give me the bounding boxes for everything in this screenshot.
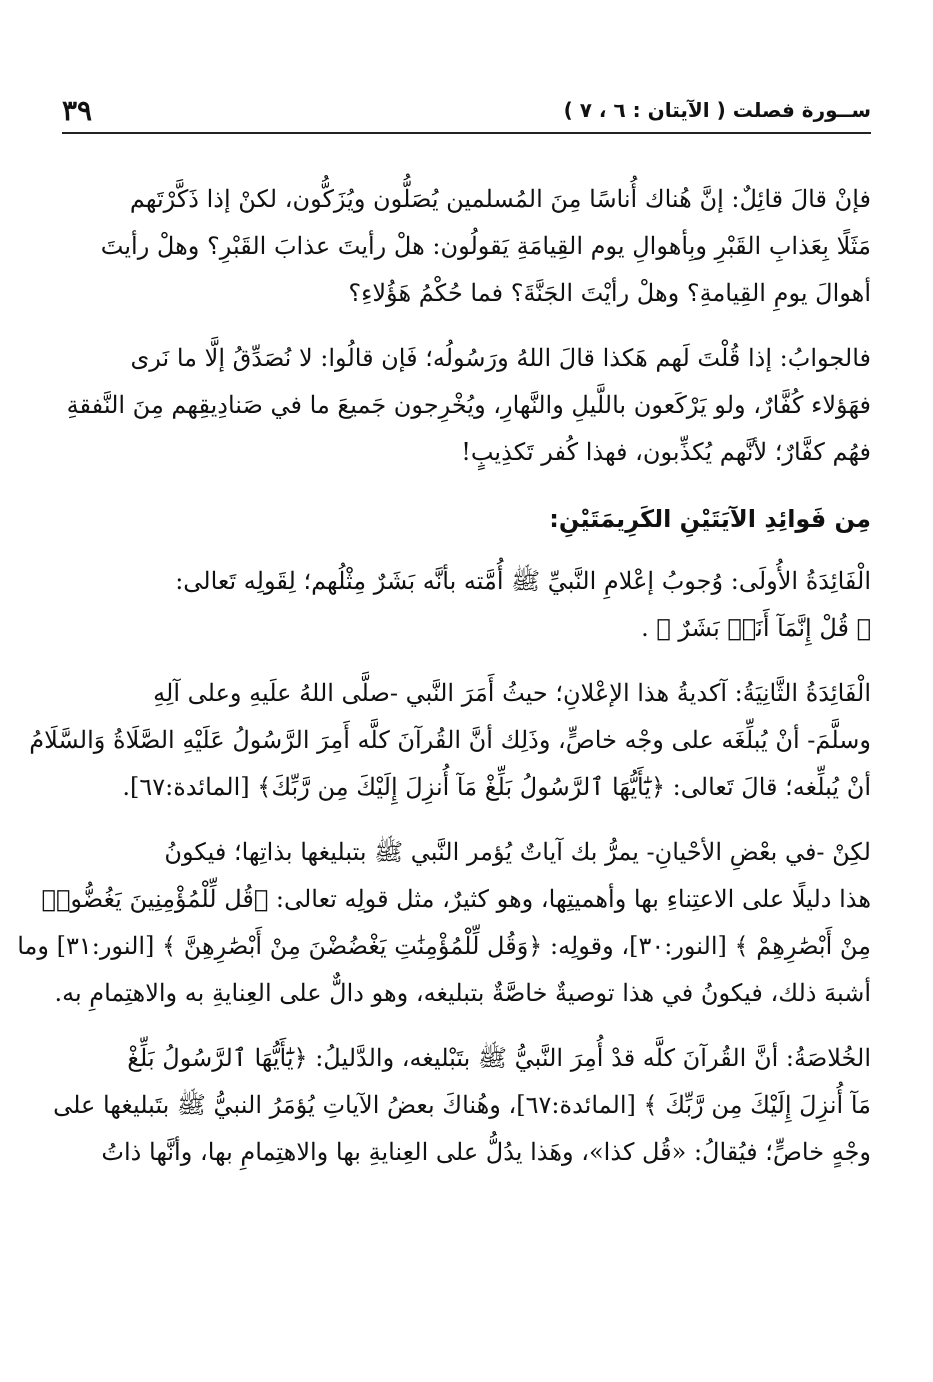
text-line: لكِنْ -في بعْضِ الأحْيانِ- يمرُّ بك آياتٌ يُؤمر النَّبي ﷺ بتبليغها بذاتِها؛ فيكونُ xyxy=(164,838,871,866)
text-line: وسلَّمَ- أنْ يُبلِّغَه على وجْه خاصٍّ، وذَلِك أنَّ القُرآنَ كلَّه أَمِرَ الرَّسُولُ عَلَيْهِ الصَّلَاةُ وَالسَّلَامُ xyxy=(29,726,871,754)
paragraph-summary xyxy=(53,1035,871,1176)
section-heading: مِن فَوائِدِ الآيَتَيْنِ الكَرِيمَتَيْنِ: xyxy=(549,505,871,533)
text-line: أشبهَ ذلك، فيكونُ في هذا توصيةٌ خاصَّةٌ بتبليغه، وهو دالٌّ على العِنايةِ به والاهتِمامِ به. xyxy=(54,979,871,1007)
text-line: ﴿ قُلْ إِنَّمَآ أَنَا۠ بَشَرٌ ﴾ . xyxy=(641,614,871,642)
text-line: فإنْ قالَ قائِلٌ: إنَّ هُناك أُناسًا مِنَ المُسلمين يُصَلُّون ويُزَكُّون، لكنْ إذا ذَكَّرْتَهم xyxy=(129,185,871,213)
text-line: أهوالَ يومِ القِيامةِ؟ وهلْ رأيْتَ الجَنَّةَ؟ فما حُكْمُ هَؤُلاءِ؟ xyxy=(348,279,871,307)
text-line: الخُلاصَةُ: أنَّ القُرآنَ كلَّه قدْ أُمِرَ النَّبيُّ ﷺ بتَبْليغه، والدَّليلُ: ﴿يَٰٓأَيُّهَا ٱلرَّسُولُ بَلِّغْ xyxy=(127,1044,871,1072)
paragraph-answer xyxy=(62,335,871,476)
page-body xyxy=(17,176,871,1194)
text-line: وجْهٍ خاصٍّ؛ فيُقالُ: «قُل كذا»، وهَذا يدُلُّ على العِنايةِ بها والاهتِمامِ بها، وأنَّها ذاتُ xyxy=(101,1138,871,1166)
text-line: هذا دليلًا على الاعتِناءِ بها وأهميتِها، وهو كثيرٌ، مثل قولِه تعالى: ﴿قُل لِّلْمُؤْمِنِينَ يَغُضُّوا۟ xyxy=(41,885,871,913)
paragraph-question xyxy=(62,176,871,317)
text-line: الْفَائِدَةُ الثَّانِيَةُ: آكديةُ هذا الإعْلانِ؛ حيثُ أَمَرَ النَّبي -صلَّى اللهُ علَيهِ وعلى آلِهِ xyxy=(153,679,871,707)
page-header xyxy=(62,92,871,134)
paragraph-benefit-1 xyxy=(62,558,871,652)
paragraph-however xyxy=(17,829,871,1017)
running-title: ســورة فصلت ( الآيتان : ٦ ، ٧ ) xyxy=(563,98,871,122)
text-line: فهُم كفَّارٌ؛ لأنَّهم يُكذِّبون، فهذا كُفر تَكذِيبٍ! xyxy=(461,438,871,466)
text-line: أنْ يُبلِّغه؛ قالَ تَعالى: ﴿يَٰٓأَيُّهَا ٱلرَّسُولُ بَلِّغْ مَآ أُنزِلَ إِلَيْكَ مِن رَّبِّكَ﴾ [المائدة:٦٧]. xyxy=(122,773,871,801)
text-line: مَآ أُنزِلَ إِلَيْكَ مِن رَّبِّكَ ﴾ [المائدة:٦٧]، وهُناكَ بعضُ الآياتِ يُؤمَرُ النبيُّ ﷺ بتَبليغها على xyxy=(53,1091,871,1119)
page-number: ٣٩ xyxy=(62,94,93,127)
text-line: مَثَلًا بِعَذابِ القَبْرِ وبِأهوالِ يوم القِيامَةِ يَقولُون: هلْ رأيتَ عذابَ القَبْرِ؟ وهلْ رأيتَ xyxy=(100,232,871,260)
text-line: فهَؤلاء كُفَّارٌ، ولو يَرْكَعون باللَّيلِ والنَّهارِ، ويُخْرِجون جَميعَ ما في صَنادِيقِهم مِنَ النَّفقةِ xyxy=(66,391,871,419)
paragraph-benefit-2 xyxy=(29,670,871,811)
text-line: الْفَائِدَةُ الأُولَى: وُجوبُ إعْلامِ النَّبيِّ ﷺ أُمَّته بأنَّه بَشَرٌ مِثْلُهم؛ لِقَولِه تَعالى: xyxy=(175,567,871,595)
text-line: فالجوابُ: إذا قُلْتَ لَهم هَكذا قالَ اللهُ ورَسُولُه؛ فَإن قالُوا: لا نُصَدِّقُ إلَّا ما نَرى xyxy=(130,344,871,372)
text-line: مِنْ أَبْصَٰرِهِمْ ﴾ [النور:٣٠]، وقولِه: ﴿وَقُل لِّلْمُؤْمِنَٰتِ يَغْضُضْنَ مِنْ أَبْصَٰرِهِنَّ ﴾ [النور:٣١] وما xyxy=(17,932,871,960)
